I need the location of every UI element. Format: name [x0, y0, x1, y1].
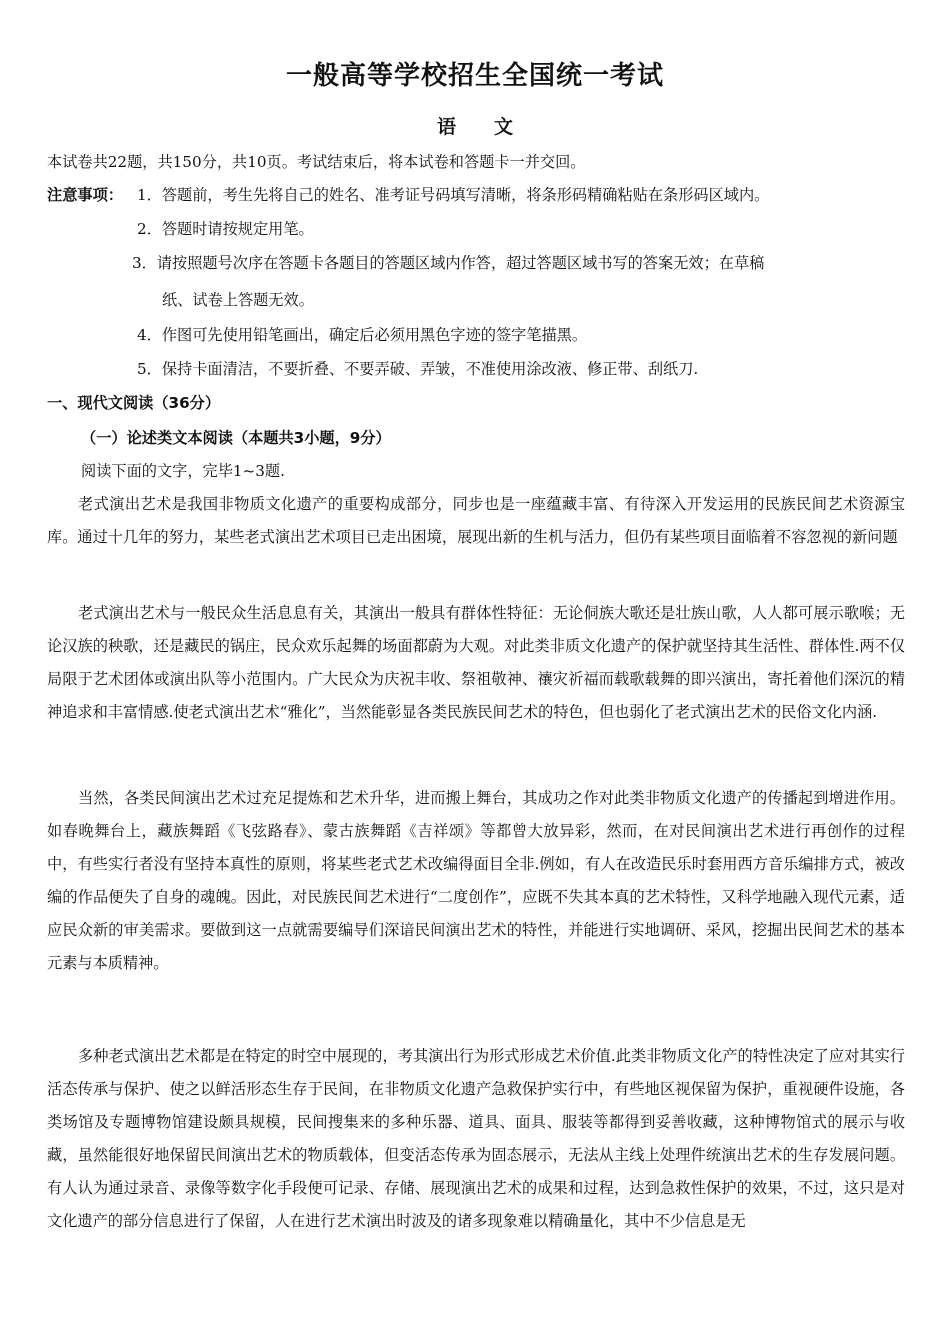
subject-title: 语 文: [436, 116, 513, 138]
passage-paragraph-2: 老式演出艺术与一般民众生活息息有关，其演出一般具有群体性特征：无论侗族大歌还是壮族山歌，人人都可展示歌喉；无论汉族的秧歌，还是藏民的锅庄，民众欢乐起舞的场面都蔚为大观。对此类非质文化遗产的保护就坚持其生活性、群体性.两不仅局限于艺术团体或演出队等小范围内。广大民众为庆祝丰收、祭祖敬神、禳灾祈福而载歌载舞的即兴演出，寄托着他们深沉的精神追求和丰富情感.使老式演出艺术“雅化”，当然能彰显各类民族民间艺术的特色，但也弱化了老式演出艺术的民俗文化内涵.: [47, 604, 905, 721]
passage-paragraph-4: 多种老式演出艺术都是在特定的时空中展现的，考其演出行为形式形成艺术价值.此类非物质文化产的特性决定了应对其实行活态传承与保护、使之以鲜活形态生存于民间，在非物质文化遗产急救保护实行中，有些地区视保留为保护，重视硬件设施，各类场馆及专题博物馆建设颇具规模，民间搜集来的多种乐器、道具、面具、服装等都得到妥善收藏，这种博物馆式的展示与收藏，虽然能很好地保留民间演出艺术的物质载体，但变活态传承为固态展示，无法从主线上处理件统演出艺术的生存发展问题。有人认为通过录音、录像等数字化手段便可记录、存储、展现演出艺术的成果和过程，达到急救性保护的效果，不过，这只是对文化遗产的部分信息进行了保留，人在进行艺术演出时波及的诸多现象难以精确量化，其中不少信息是无: [47, 1047, 905, 1230]
note-item-5: 5．保持卡面清洁，不要折叠、不要弄破、弄皱，不准使用涂改液、修正带、刮纸刀.: [137, 360, 699, 378]
note-item-3-continued: 纸、试卷上答题无效。: [162, 291, 314, 309]
notes-label: 注意事项：: [47, 186, 123, 204]
note-item-2: 2．答题时请按规定用笔。: [137, 220, 314, 238]
passage-paragraph-3: 当然，各类民间演出艺术过充足提炼和艺术升华，进而搬上舞台，其成功之作对此类非物质文化遗产的传播起到增进作用。如春晚舞台上，藏族舞蹈《飞弦路春》、蒙古族舞蹈《吉祥颂》等都曾大放异彩，然而，在对民间演出艺术进行再创作的过程中，有些实行者没有坚持本真性的原则，将某些老式艺术改编得面目全非.例如，有人在改造民乐时套用西方音乐编排方式，被改编的作品便失了自身的魂魄。因此，对民族民间艺术进行“二度创作”，应既不失其本真的艺术特性，又科学地融入现代元素，适应民众新的审美需求。要做到这一点就需要编导们深谙民间演出艺术的特性，并能进行实地调研、采风，挖掘出民间艺术的基本元素与本质精神。: [47, 789, 905, 972]
section-heading: 一、现代文阅读（36分）: [47, 394, 221, 412]
note-item-3: 3．请按照题号次序在答题卡各题目的答题区域内作答，超过答题区域书写的答案无效；在草稿: [132, 254, 765, 272]
exam-intro: 本试卷共22题，共150分，共10页。考试结束后，将本试卷和答题卡一并交回。: [47, 153, 586, 171]
reading-instruction: 阅读下面的文字，完毕1~3题.: [81, 462, 285, 480]
exam-title: 一般高等学校招生全国统一考试: [285, 61, 664, 91]
subsection-heading: （一）论述类文本阅读（本题共3小题，9分）: [81, 429, 391, 447]
note-item-4: 4．作图可先使用铅笔画出，确定后必须用黑色字迹的签字笔描黑。: [137, 326, 588, 344]
passage-paragraph-1: 老式演出艺术是我国非物质文化遗产的重要构成部分，同步也是一座蕴藏丰富、有待深入开发运用的民族民间艺术资源宝库。通过十几年的努力，某些老式演出艺术项目已走出困境，展现出新的生机与活力，但仍有某些项目面临着不容忽视的新问题: [47, 495, 905, 546]
note-item-1: 1．答题前，考生先将自己的姓名、准考证号码填写清晰，将条形码精确粘贴在条形码区域内。: [137, 186, 770, 204]
